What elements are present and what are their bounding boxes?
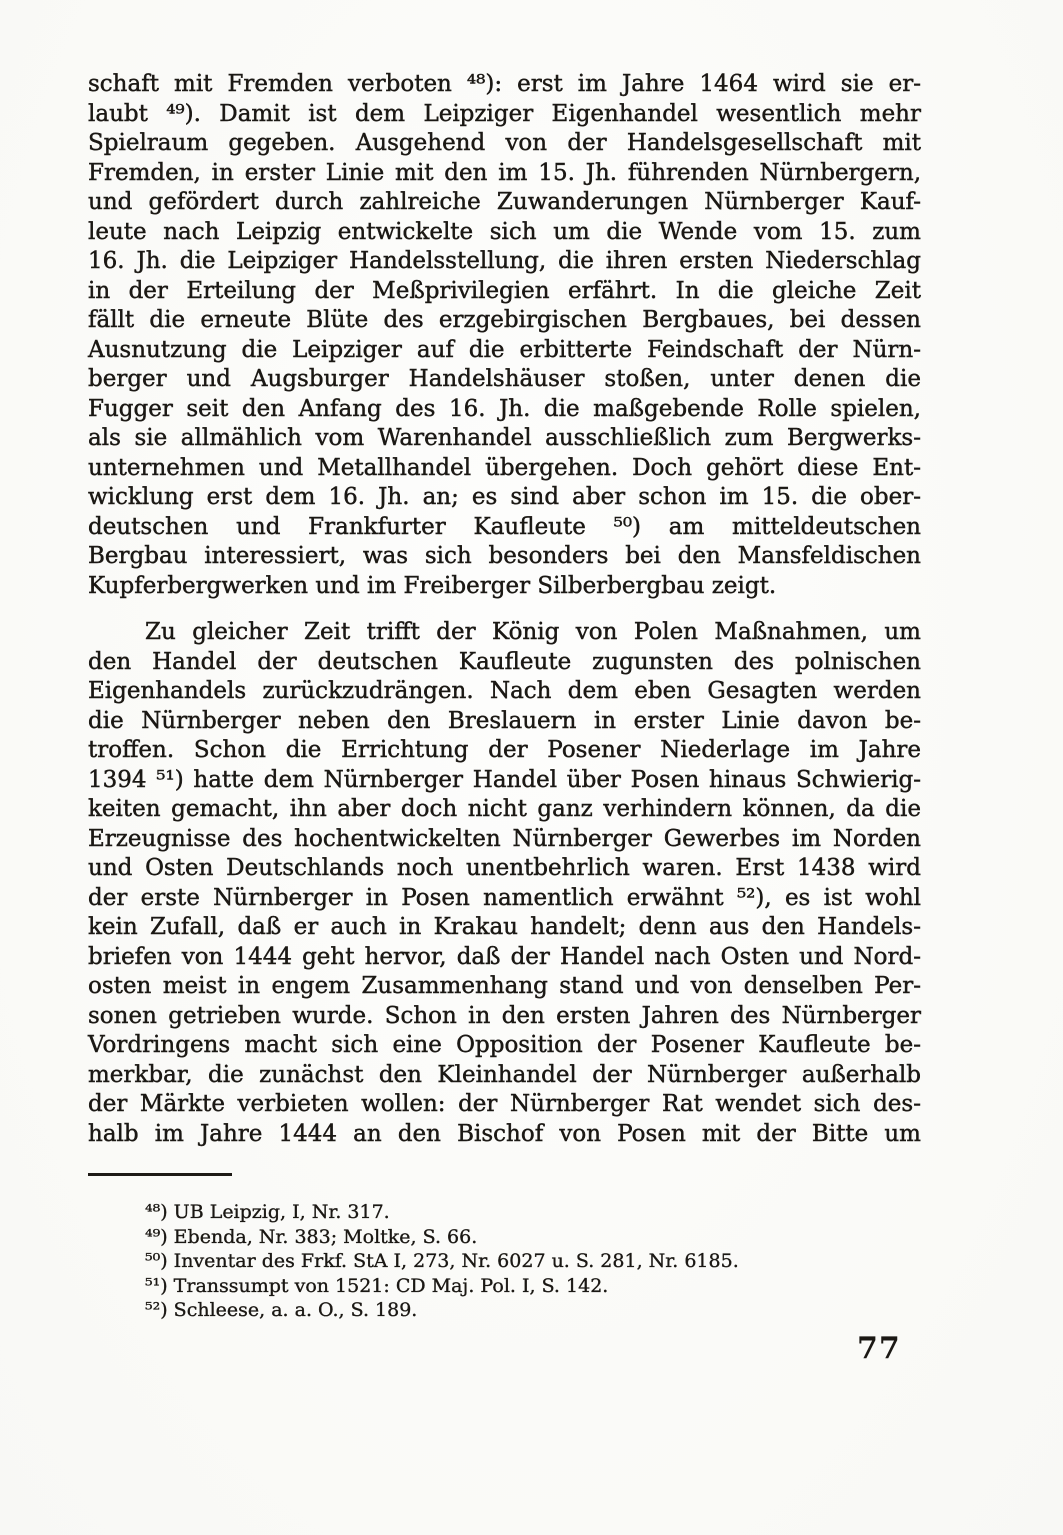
text-line: deutschen und Frankfurter Kaufleute ⁵⁰) am mitteldeutschen [88, 513, 921, 540]
text-line: und gefördert durch zahlreiche Zuwanderungen Nürnberger Kauf- [88, 189, 921, 215]
text-line: Ausnutzung die Leipziger auf die erbitterte Feindschaft der Nürn- [88, 336, 921, 363]
text-line: Erzeugnisse des hochentwickelten Nürnberger Gewerbes im Norden [88, 825, 921, 852]
text-line: 1394 ⁵¹) hatte dem Nürnberger Handel über Posen hinaus Schwierig- [88, 766, 921, 793]
text-line: merkbar, die zunächst den Kleinhandel der Nürnberger außerhalb [88, 1061, 921, 1088]
footnotes [145, 1200, 925, 1323]
text-line: fällt die erneute Blüte des erzgebirgischen Bergbaues, bei dessen [88, 307, 921, 333]
text-line: Spielraum gegeben. Ausgehend von der Handelsgesellschaft mit [88, 130, 921, 156]
paragraph-1 [88, 70, 921, 601]
text-line: berger und Augsburger Handelshäuser stoßen, unter denen die [88, 366, 921, 392]
text-line: Fremden, in erster Linie mit den im 15. Jh. führenden Nürnbergern, [88, 159, 921, 186]
footnote-separator-rule [88, 1173, 232, 1176]
text-line: laubt ⁴⁹). Damit ist dem Leipziger Eigenhandel wesentlich mehr [88, 100, 921, 127]
page-number: 77 [857, 1331, 901, 1366]
footnote-51: ⁵¹) Transsumpt von 1521: CD Maj. Pol. I, S. 142. [145, 1274, 609, 1297]
text-line: der Märkte verbieten wollen: der Nürnberger Rat wendet sich des- [88, 1091, 921, 1117]
footnote-49: ⁴⁹) Ebenda, Nr. 383; Moltke, S. 66. [145, 1225, 478, 1248]
text-line: keiten gemacht, ihn aber doch nicht ganz verhindern können, da die [88, 796, 921, 822]
text-line: der erste Nürnberger in Posen namentlich erwähnt ⁵²), es ist wohl [88, 884, 921, 911]
text-line: schaft mit Fremden verboten ⁴⁸): erst im Jahre 1464 wird sie er- [88, 71, 921, 97]
text-line: Zu gleicher Zeit trifft der König von Polen Maßnahmen, um [145, 619, 921, 645]
text-line: in der Erteilung der Meßprivilegien erfährt. In die gleiche Zeit [88, 277, 921, 304]
text-line: troffen. Schon die Errichtung der Posener Niederlage im Jahre [88, 737, 921, 763]
text-line: kein Zufall, daß er auch in Krakau handelt; denn aus den Handels- [88, 914, 921, 940]
footnote-48: ⁴⁸) UB Leipzig, I, Nr. 317. [145, 1201, 390, 1223]
text-line: briefen von 1444 geht hervor, daß der Handel nach Osten und Nord- [88, 943, 921, 970]
text-line: Kupferbergwerken und im Freiberger Silberbergbau zeigt. [88, 572, 777, 599]
text-line: leute nach Leipzig entwickelte sich um die Wende vom 15. zum [88, 218, 921, 245]
text-line: Bergbau interessiert, was sich besonders bei den Mansfeldischen [88, 543, 921, 569]
paragraph-2 [88, 618, 921, 1149]
text-line: die Nürnberger neben den Breslauern in erster Linie davon be- [88, 707, 921, 734]
text-line: Eigenhandels zurückzudrängen. Nach dem eben Gesagten werden [88, 678, 921, 704]
text-line: Vordringens macht sich eine Opposition der Posener Kaufleute be- [88, 1032, 921, 1058]
footnote-50: ⁵⁰) Inventar des Frkf. StA I, 273, Nr. 6027 u. S. 281, Nr. 6185. [145, 1250, 739, 1272]
text-line: den Handel der deutschen Kaufleute zugunsten des polnischen [88, 648, 921, 675]
text-line: sonen getrieben wurde. Schon in den ersten Jahren des Nürnberger [88, 1002, 921, 1029]
footnote-52: ⁵²) Schleese, a. a. O., S. 189. [145, 1299, 418, 1321]
text-line: 16. Jh. die Leipziger Handelsstellung, die ihren ersten Niederschlag [88, 248, 921, 274]
text-line: als sie allmählich vom Warenhandel ausschließlich zum Bergwerks- [88, 425, 921, 451]
text-line: und Osten Deutschlands noch unentbehrlich waren. Erst 1438 wird [88, 855, 921, 881]
body-text [88, 70, 921, 1149]
text-line: osten meist in engem Zusammenhang stand und von denselben Per- [88, 973, 921, 999]
text-line: wicklung erst dem 16. Jh. an; es sind aber schon im 15. die ober- [88, 484, 921, 510]
text-line: halb im Jahre 1444 an den Bischof von Posen mit der Bitte um [88, 1120, 921, 1147]
text-line: unternehmen und Metallhandel übergehen. Doch gehört diese Ent- [88, 454, 921, 481]
text-line: Fugger seit den Anfang des 16. Jh. die maßgebende Rolle spielen, [88, 395, 921, 422]
